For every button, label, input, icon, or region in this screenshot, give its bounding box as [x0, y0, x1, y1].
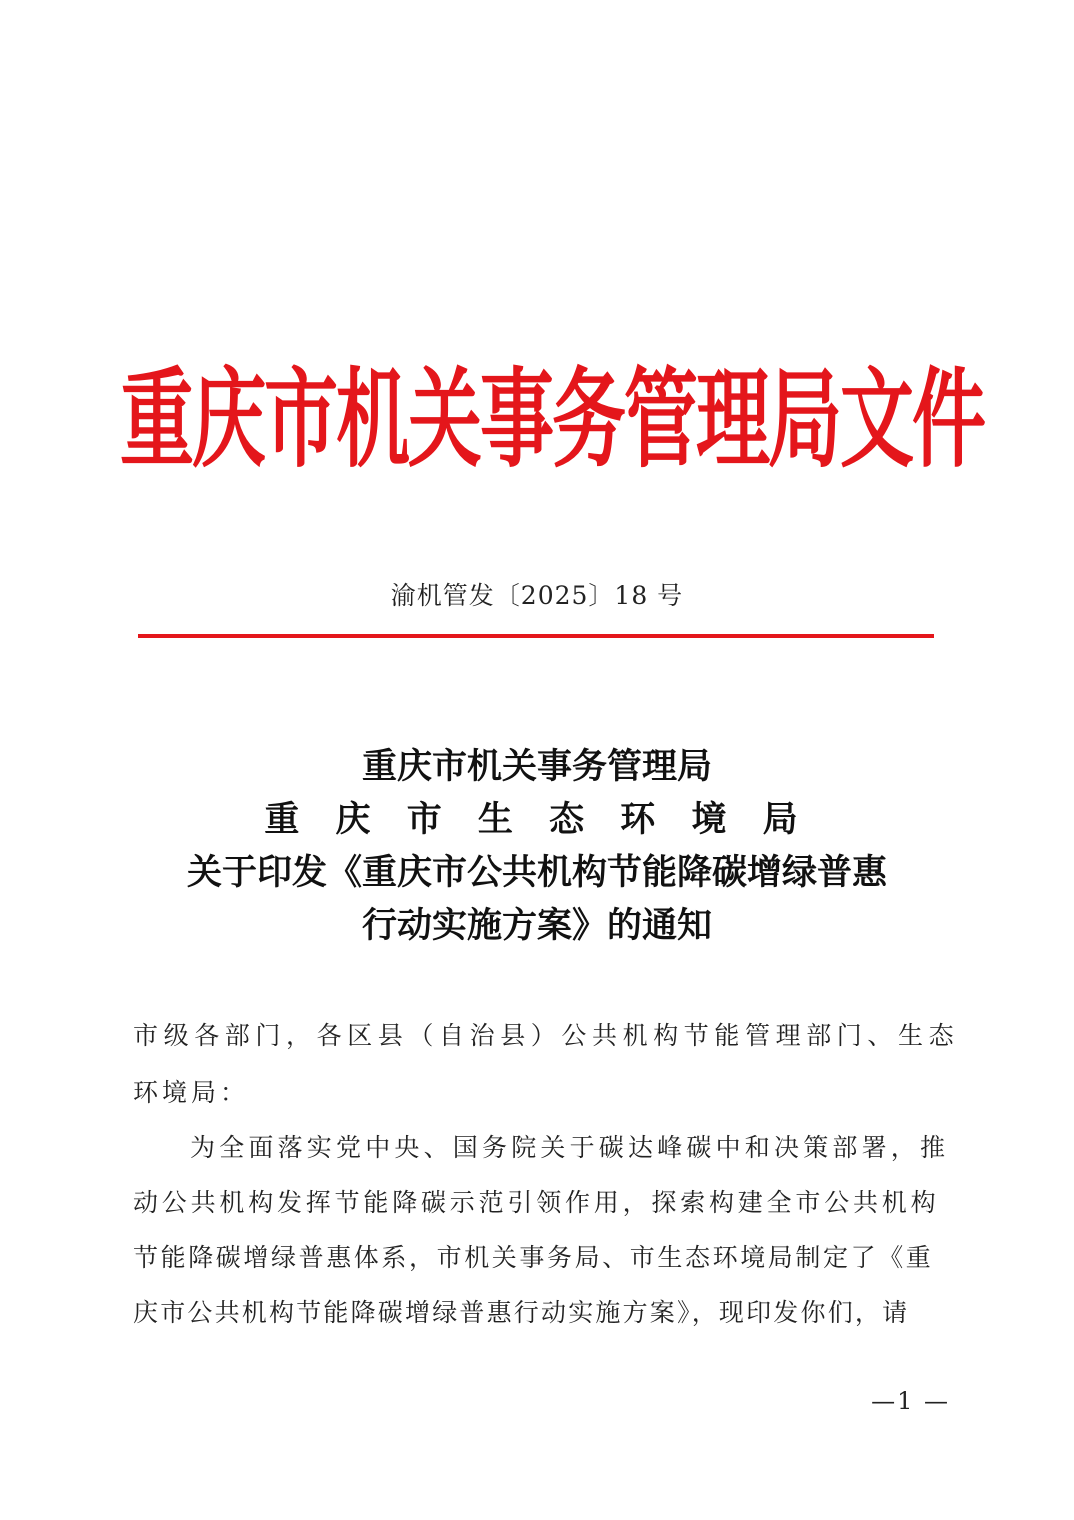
addressee-line-2: 环境局：: [133, 1078, 250, 1107]
title-subject-line-1: 关于印发《重庆市公共机构节能降碳增绿普惠: [186, 852, 887, 893]
page-number: —1 —: [871, 1387, 950, 1415]
document-number: 渝机管发〔2025〕18 号: [390, 581, 684, 610]
notice-title: [110, 740, 964, 952]
red-divider-line: [138, 634, 934, 638]
body-paragraph-line-3: 节能降碳增绿普惠体系，市机关事务局、市生态环境局制定了《重: [133, 1243, 934, 1272]
title-subject-line-2: 行动实施方案》的通知: [361, 905, 712, 946]
title-issuer-1: 重庆市机关事务管理局: [361, 746, 712, 787]
title-issuer-2: 重 庆 市 生 态 环 境 局: [264, 799, 810, 840]
document-masthead: 重庆市机关事务管理局文件: [120, 357, 984, 483]
body-paragraph-line-2: 动公共机构发挥节能降碳示范引领作用，探索构建全市公共机构: [133, 1188, 940, 1217]
addressee-line-1: 市级各部门，各区县（自治县）公共机构节能管理部门、生态: [133, 1021, 960, 1050]
body-paragraph-line-4: 庆市公共机构节能降碳增绿普惠行动实施方案》，现印发你们，请: [133, 1298, 910, 1327]
body-paragraph-line-1: 为全面落实党中央、国务院关于碳达峰碳中和决策部署，推: [190, 1133, 950, 1162]
